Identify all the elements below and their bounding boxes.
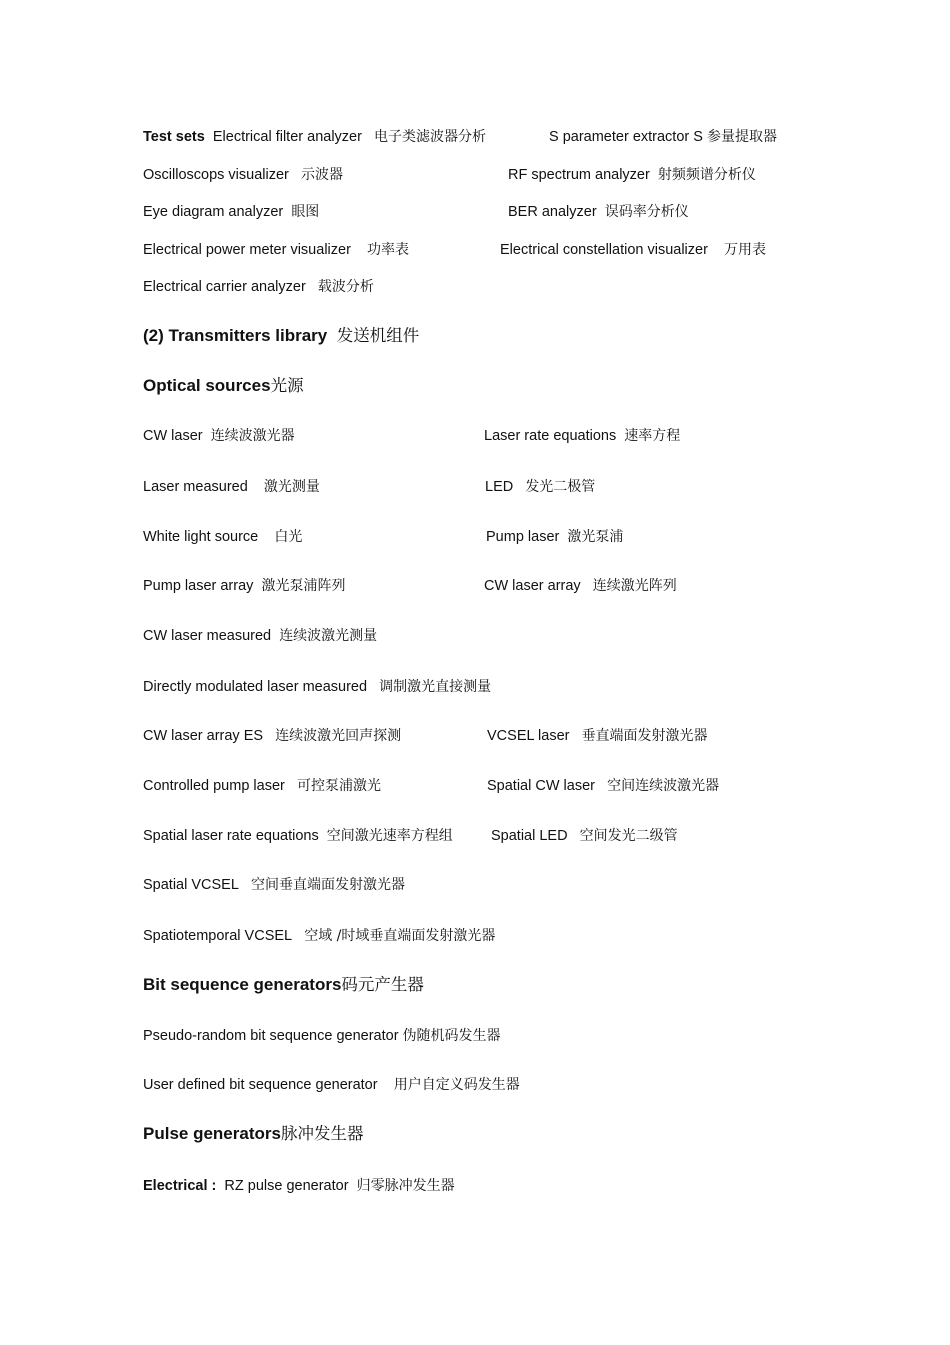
item-en: Oscilloscops visualizer — [143, 167, 289, 183]
item-en: RZ pulse generator — [224, 1178, 349, 1194]
list-item — [485, 478, 595, 496]
test-sets-label: Test sets — [143, 129, 205, 145]
item-zh: 连续激光阵列 — [592, 578, 677, 594]
list-item — [143, 577, 345, 595]
list-item — [143, 427, 295, 445]
item-en: Directly modulated laser measured — [143, 679, 368, 695]
list-item — [143, 678, 491, 696]
item-en: Spatiotemporal VCSEL — [143, 928, 293, 944]
item-en: CW laser array — [484, 578, 581, 594]
item-zh: 参量提取器 — [706, 129, 777, 145]
item-zh: 垂直端面发射激光器 — [581, 728, 708, 744]
item-en: Laser measured — [143, 479, 248, 495]
bit-sequence-heading — [143, 976, 424, 994]
list-item — [143, 478, 320, 496]
list-item — [143, 241, 409, 259]
list-item — [143, 927, 495, 945]
list-item — [484, 427, 680, 445]
list-item — [143, 203, 319, 221]
optical-sources-heading — [143, 377, 304, 395]
list-item — [486, 528, 623, 546]
list-item — [484, 577, 677, 595]
item-en: Eye diagram analyzer — [143, 204, 284, 220]
item-en: Electrical constellation visualizer — [500, 242, 708, 258]
item-zh: 速率方程 — [624, 428, 681, 444]
item-en: CW laser measured — [143, 628, 272, 644]
list-item — [487, 727, 708, 745]
list-item — [143, 827, 453, 845]
list-item — [143, 727, 401, 745]
item-zh: 空间连续波激光器 — [607, 778, 720, 794]
heading-zh: 光源 — [270, 376, 304, 395]
item-en: Spatial LED — [491, 828, 568, 844]
item-en: Laser rate equations — [484, 428, 617, 444]
item-en: Pseudo-random bit sequence generator — [143, 1028, 399, 1044]
heading-zh: 码元产生器 — [341, 975, 424, 994]
item-en: CW laser array ES — [143, 728, 264, 744]
list-item — [508, 166, 756, 184]
list-item — [143, 278, 374, 296]
item-zh: 载波分析 — [317, 279, 374, 295]
item-en: CW laser — [143, 428, 203, 444]
item-en: Spatial VCSEL — [143, 877, 239, 893]
item-zh: 激光泵浦阵列 — [261, 578, 346, 594]
item-zh: 发光二极管 — [525, 479, 596, 495]
list-item — [143, 528, 302, 546]
list-item — [143, 627, 377, 645]
item-en: Electrical filter analyzer — [212, 129, 362, 145]
item-zh: 连续波激光测量 — [279, 628, 378, 644]
heading-en: Pulse generators — [143, 1124, 281, 1143]
item-zh: 连续波激光器 — [210, 428, 295, 444]
item-zh: 用户自定义码发生器 — [393, 1077, 520, 1093]
heading-zh: 脉冲发生器 — [280, 1124, 364, 1143]
item-zh: 万用表 — [724, 242, 767, 258]
item-en: VCSEL laser — [487, 728, 570, 744]
item-en: Pump laser — [486, 529, 560, 545]
item-zh: 空间垂直端面发射激光器 — [251, 877, 406, 893]
item-en: Spatial CW laser — [487, 778, 595, 794]
item-en: LED — [485, 479, 514, 495]
item-zh: 空间激光速率方程组 — [326, 828, 453, 844]
item-zh: 激光测量 — [263, 479, 320, 495]
item-zh: 误码率分析仪 — [604, 204, 689, 220]
heading-zh: 发送机组件 — [336, 326, 420, 345]
item-zh: 可控泵浦激光 — [296, 778, 381, 794]
item-zh: 空间发光二级管 — [579, 828, 678, 844]
list-item — [143, 1177, 455, 1195]
item-zh: 激光泵浦 — [567, 529, 624, 545]
list-item — [491, 827, 678, 845]
item-en: Pump laser array — [143, 578, 254, 594]
item-zh: 射频频谱分析仪 — [657, 167, 756, 183]
transmitters-heading — [143, 327, 419, 345]
item-en: Electrical power meter visualizer — [143, 242, 351, 258]
test-sets-row-1 — [143, 128, 486, 146]
item-en: S parameter extractor S — [549, 129, 703, 145]
test-sets-row-1-right — [549, 128, 777, 146]
list-item — [508, 203, 689, 221]
item-zh: 功率表 — [367, 242, 410, 258]
list-item — [143, 1027, 501, 1045]
item-zh: 白光 — [274, 529, 303, 545]
list-item — [143, 166, 343, 184]
heading-en: Optical sources — [143, 376, 271, 395]
heading-en: (2) Transmitters library — [143, 326, 328, 345]
item-zh: 调制激光直接测量 — [379, 679, 492, 695]
list-item — [143, 1076, 520, 1094]
item-zh: 空域 /时域垂直端面发射激光器 — [304, 928, 496, 944]
electrical-label: Electrical : — [143, 1178, 217, 1194]
list-item — [143, 876, 405, 894]
item-en: Controlled pump laser — [143, 778, 285, 794]
list-item — [500, 241, 766, 259]
item-en: Spatial laser rate equations — [143, 828, 319, 844]
item-zh: 伪随机码发生器 — [402, 1028, 501, 1044]
heading-en: Bit sequence generators — [143, 975, 342, 994]
item-zh: 归零脉冲发生器 — [356, 1178, 455, 1194]
item-zh: 连续波激光回声探测 — [275, 728, 402, 744]
item-en: User defined bit sequence generator — [143, 1077, 378, 1093]
item-en: BER analyzer — [508, 204, 597, 220]
item-zh: 示波器 — [300, 167, 343, 183]
item-en: White light source — [143, 529, 259, 545]
item-zh: 眼图 — [291, 204, 320, 220]
item-en: Electrical carrier analyzer — [143, 279, 306, 295]
list-item — [487, 777, 719, 795]
pulse-heading — [143, 1125, 363, 1143]
list-item — [143, 777, 381, 795]
item-en: RF spectrum analyzer — [508, 167, 650, 183]
item-zh: 电子类滤波器分析 — [374, 129, 487, 145]
